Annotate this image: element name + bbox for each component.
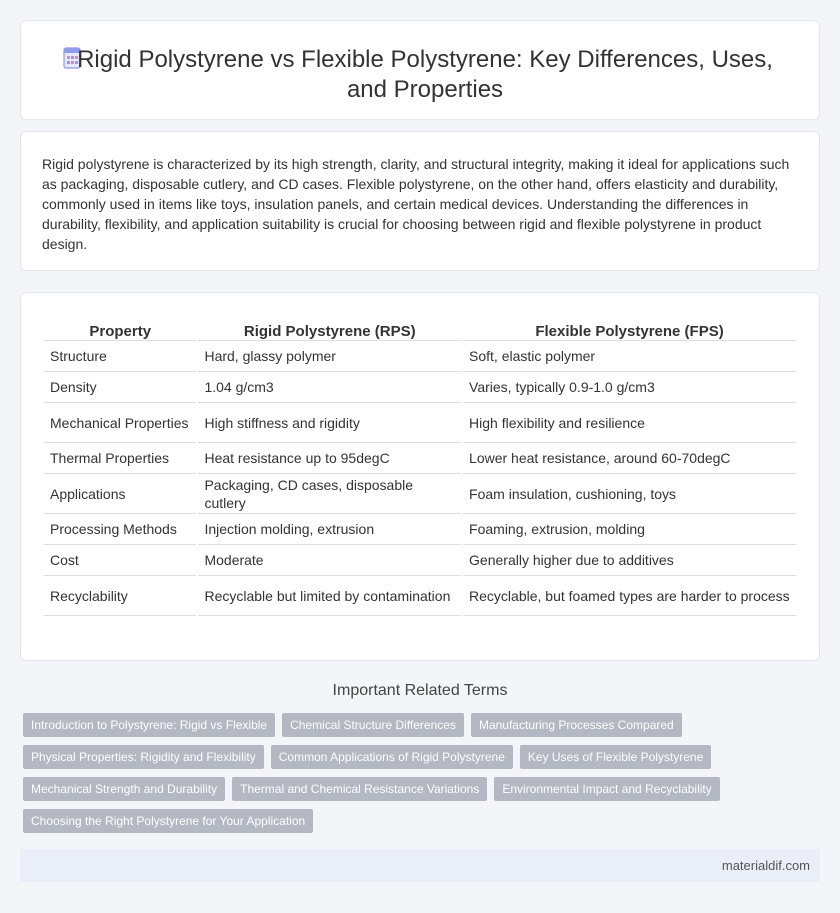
rigid-cell: Recyclable but limited by contamination (198, 576, 461, 616)
flexible-cell: High flexibility and resilience (463, 403, 796, 443)
table-row (44, 545, 796, 576)
related-term-tag[interactable]: Introduction to Polystyrene: Rigid vs Flexible (23, 713, 275, 737)
table-row (44, 403, 796, 443)
flexible-cell: Varies, typically 0.9-1.0 g/cm3 (463, 372, 796, 403)
header-property: Property (44, 315, 196, 341)
flexible-cell: Foaming, extrusion, molding (463, 514, 796, 545)
rigid-cell: Packaging, CD cases, disposable cutlery (198, 474, 461, 514)
related-term-tag[interactable]: Mechanical Strength and Durability (23, 777, 225, 801)
property-cell: Mechanical Properties (44, 403, 196, 443)
related-term-tag[interactable]: Common Applications of Rigid Polystyrene (271, 745, 513, 769)
related-term-tag[interactable]: Key Uses of Flexible Polystyrene (520, 745, 711, 769)
related-term-tag[interactable]: Chemical Structure Differences (282, 713, 464, 737)
table-row (44, 372, 796, 403)
property-cell: Recyclability (44, 576, 196, 616)
footer-site-link[interactable]: materialdif.com (721, 858, 810, 873)
rigid-cell: Heat resistance up to 95degC (198, 443, 461, 474)
property-cell: Applications (44, 474, 196, 514)
rigid-cell: Hard, glassy polymer (198, 341, 461, 372)
flexible-cell: Soft, elastic polymer (463, 341, 796, 372)
footer (20, 849, 820, 882)
header-rigid: Rigid Polystyrene (RPS) (198, 315, 461, 341)
related-term-tag[interactable]: Physical Properties: Rigidity and Flexibility (23, 745, 264, 769)
table-header-row (44, 315, 796, 341)
rigid-cell: 1.04 g/cm3 (198, 372, 461, 403)
rigid-cell: High stiffness and rigidity (198, 403, 461, 443)
flexible-cell: Recyclable, but foamed types are harder to process (463, 576, 796, 616)
table-row (44, 514, 796, 545)
related-terms-title: Important Related Terms (332, 682, 508, 699)
related-term-tag[interactable]: Choosing the Right Polystyrene for Your Application (23, 809, 313, 833)
table-row (44, 474, 796, 514)
header-card (20, 20, 820, 120)
table-row (44, 443, 796, 474)
related-term-tag[interactable]: Environmental Impact and Recyclability (494, 777, 719, 801)
related-term-tag[interactable]: Manufacturing Processes Compared (471, 713, 682, 737)
property-cell: Processing Methods (44, 514, 196, 545)
intro-paragraph: Rigid polystyrene is characterized by its high strength, clarity, and structural integrity, making it ideal for applications such as packaging, disposable cutlery, and CD cases. Flexible polystyrene, on the other hand, offers elasticity and durability, commonly used in items like toys, insulation panels, and certain medical devices. Understanding the differences in durability, flexibility, and application suitability is crucial for choosing between rigid and flexible polystyrene in product design. (42, 156, 790, 252)
related-term-tag[interactable]: Thermal and Chemical Resistance Variations (232, 777, 487, 801)
property-cell: Thermal Properties (44, 443, 196, 474)
flexible-cell: Generally higher due to additives (463, 545, 796, 576)
related-terms-list (23, 713, 813, 833)
comparison-table (42, 315, 798, 616)
property-cell: Structure (44, 341, 196, 372)
flexible-cell: Foam insulation, cushioning, toys (463, 474, 796, 514)
table-row (44, 576, 796, 616)
rigid-cell: Moderate (198, 545, 461, 576)
flexible-cell: Lower heat resistance, around 60-70degC (463, 443, 796, 474)
table-row (44, 341, 796, 372)
header-flexible: Flexible Polystyrene (FPS) (463, 315, 796, 341)
comparison-table-card (20, 292, 820, 661)
page-title: Rigid Polystyrene vs Flexible Polystyrene: Key Differences, Uses, and Properties (77, 46, 773, 103)
rigid-cell: Injection molding, extrusion (198, 514, 461, 545)
property-cell: Cost (44, 545, 196, 576)
intro-card (20, 131, 820, 271)
property-cell: Density (44, 372, 196, 403)
